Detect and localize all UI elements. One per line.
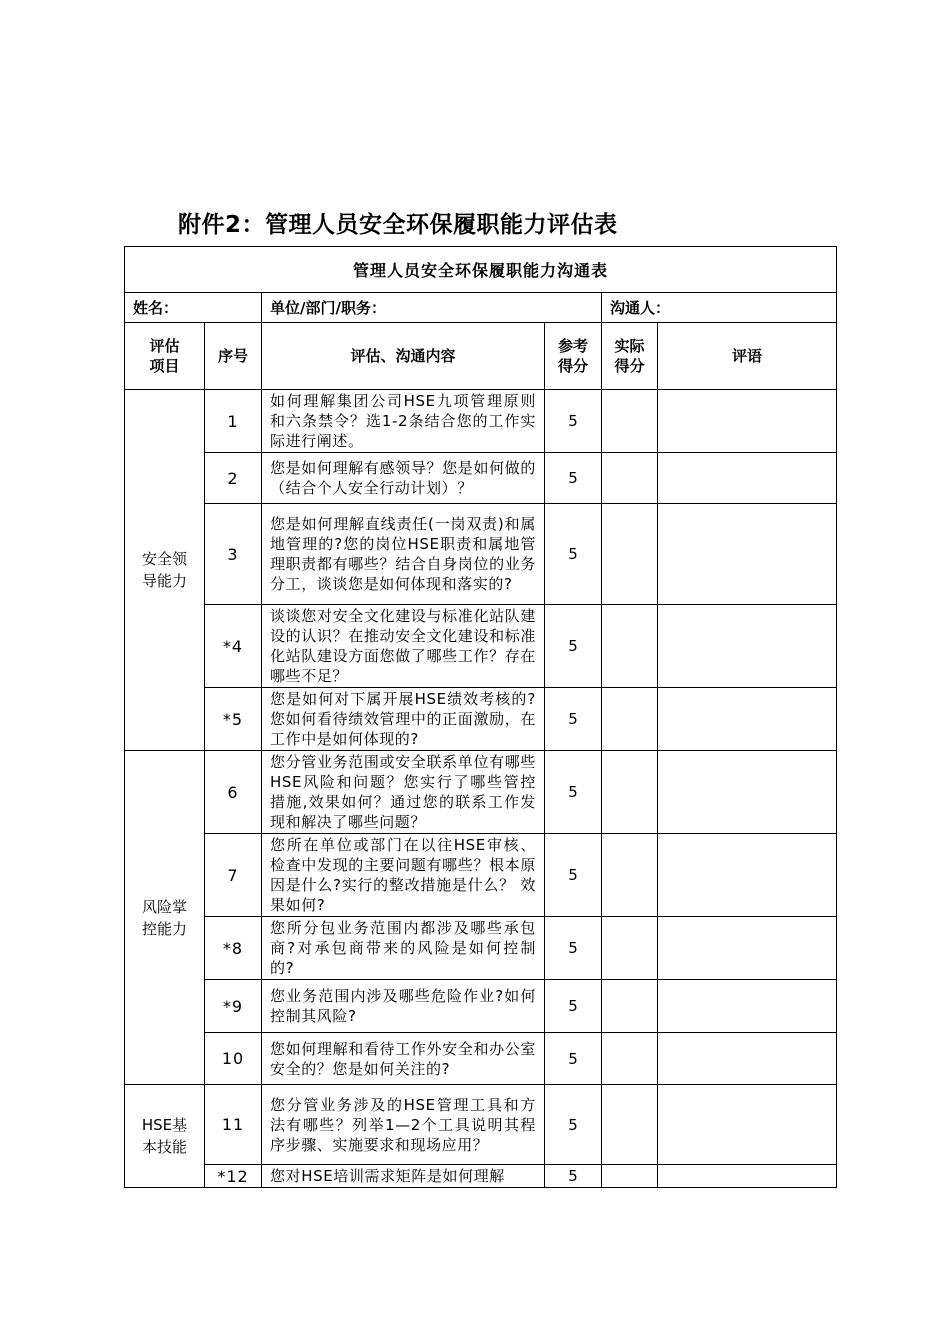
row-ref-score: 5 (545, 390, 602, 453)
row-ref-score: 5 (545, 1085, 602, 1165)
row-comment[interactable] (658, 1085, 837, 1165)
row-index: 2 (205, 453, 262, 504)
row-actual-score[interactable] (602, 834, 658, 917)
table-row (125, 605, 837, 688)
row-content: 您是如何理解直线责任(一岗双责)和属地管理的?您的岗位HSE职责和属地管理职责都有哪些？结合自身岗位的业务分工，谈谈您是如何体现和落实的? (262, 504, 545, 605)
document-title: 附件2：管理人员安全环保履职能力评估表 (178, 212, 618, 238)
table-row (125, 453, 837, 504)
row-ref-score: 5 (545, 751, 602, 834)
row-actual-score[interactable] (602, 605, 658, 688)
header-index: 序号 (205, 323, 262, 390)
row-actual-score[interactable] (602, 980, 658, 1033)
row-index: *8 (205, 917, 262, 980)
row-content: 您是如何理解有感领导？您是如何做的（结合个人安全行动计划）？ (262, 453, 545, 504)
header-actual-score (602, 323, 658, 390)
category-cell: 风险掌控能力 (125, 751, 205, 1085)
table-row (125, 688, 837, 751)
row-ref-score: 5 (545, 605, 602, 688)
row-actual-score[interactable] (602, 1085, 658, 1165)
row-content: 您业务范围内涉及哪些危险作业?如何控制其风险? (262, 980, 545, 1033)
row-comment[interactable] (658, 980, 837, 1033)
row-content: 谈谈您对安全文化建设与标准化站队建设的认识？在推动安全文化建设和标准化站队建设方面您做了哪些工作？存在哪些不足？ (262, 605, 545, 688)
table-row (125, 504, 837, 605)
row-actual-score[interactable] (602, 1165, 658, 1188)
row-ref-score: 5 (545, 1165, 602, 1188)
row-actual-score[interactable] (602, 688, 658, 751)
row-content: 如何理解集团公司HSE九项管理原则和六条禁令？选1-2条结合您的工作实际进行阐述。 (262, 390, 545, 453)
table-row (125, 1085, 837, 1165)
row-index: 3 (205, 504, 262, 605)
header-category (125, 323, 205, 390)
row-index: *9 (205, 980, 262, 1033)
row-index: *5 (205, 688, 262, 751)
row-actual-score[interactable] (602, 917, 658, 980)
row-comment[interactable] (658, 504, 837, 605)
row-comment[interactable] (658, 1033, 837, 1085)
table-row (125, 1033, 837, 1085)
row-comment[interactable] (658, 1165, 837, 1188)
communicator-field[interactable]: 沟通人： (602, 293, 837, 323)
table-row (125, 917, 837, 980)
evaluation-table (124, 246, 837, 1188)
row-index: *12 (205, 1165, 262, 1188)
row-content: 您分管业务涉及的HSE管理工具和方法有哪些？列举1—2个工具说明其程序步骤、实施要求和现场应用？ (262, 1085, 545, 1165)
name-field[interactable]: 姓名： (125, 293, 262, 323)
row-ref-score: 5 (545, 1033, 602, 1085)
row-comment[interactable] (658, 751, 837, 834)
row-actual-score[interactable] (602, 453, 658, 504)
row-comment[interactable] (658, 917, 837, 980)
row-comment[interactable] (658, 688, 837, 751)
row-ref-score: 5 (545, 917, 602, 980)
row-content: 您分管业务范围或安全联系单位有哪些HSE风险和问题？您实行了哪些管控措施,效果如何？通过您的联系工作发现和解决了哪些问题？ (262, 751, 545, 834)
header-ref-score-label: 参考得分 (557, 337, 588, 375)
table-row (125, 834, 837, 917)
table-row (125, 390, 837, 453)
unit-field[interactable]: 单位/部门/职务： (262, 293, 602, 323)
row-actual-score[interactable] (602, 390, 658, 453)
table-row (125, 751, 837, 834)
row-ref-score: 5 (545, 504, 602, 605)
row-actual-score[interactable] (602, 751, 658, 834)
header-ref-score (545, 323, 602, 390)
table-row (125, 980, 837, 1033)
header-content: 评估、沟通内容 (262, 323, 545, 390)
category-cell: 安全领导能力 (125, 390, 205, 751)
row-index: 6 (205, 751, 262, 834)
row-index: *4 (205, 605, 262, 688)
header-actual-score-label: 实际得分 (614, 337, 645, 375)
row-index: 10 (205, 1033, 262, 1085)
row-content: 您对HSE培训需求矩阵是如何理解 (262, 1165, 545, 1188)
row-content: 您是如何对下属开展HSE绩效考核的?您如何看待绩效管理中的正面激励，在工作中是如何体现的? (262, 688, 545, 751)
row-content: 您如何理解和看待工作外安全和办公室安全的？您是如何关注的? (262, 1033, 545, 1085)
row-actual-score[interactable] (602, 504, 658, 605)
row-ref-score: 5 (545, 980, 602, 1033)
header-category-label: 评估项目 (149, 337, 180, 375)
row-ref-score: 5 (545, 453, 602, 504)
row-content: 您所分包业务范围内都涉及哪些承包商?对承包商带来的风险是如何控制的? (262, 917, 545, 980)
category-cell: HSE基本技能 (125, 1085, 205, 1188)
table-row (125, 1165, 837, 1188)
table-title: 管理人员安全环保履职能力沟通表 (125, 247, 837, 293)
row-comment[interactable] (658, 390, 837, 453)
row-comment[interactable] (658, 605, 837, 688)
row-index: 1 (205, 390, 262, 453)
row-ref-score: 5 (545, 688, 602, 751)
row-index: 11 (205, 1085, 262, 1165)
row-actual-score[interactable] (602, 1033, 658, 1085)
row-comment[interactable] (658, 453, 837, 504)
row-content: 您所在单位或部门在以往HSE审核、检查中发现的主要问题有哪些？根本原因是什么?实行的整改措施是什么？ 效果如何? (262, 834, 545, 917)
row-ref-score: 5 (545, 834, 602, 917)
row-index: 7 (205, 834, 262, 917)
header-comment: 评语 (658, 323, 837, 390)
row-comment[interactable] (658, 834, 837, 917)
